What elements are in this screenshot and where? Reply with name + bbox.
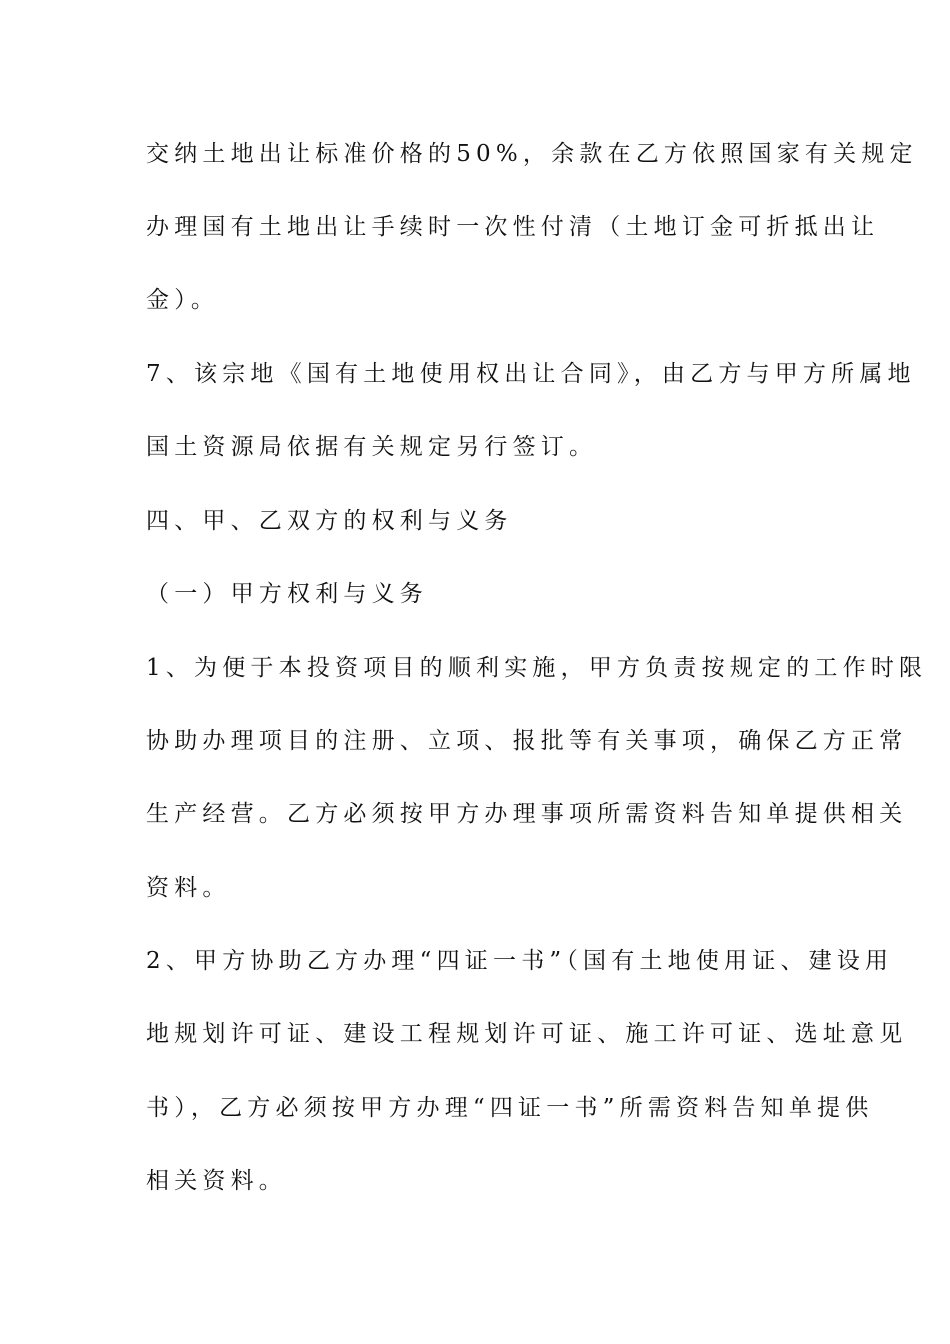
section-heading: 四、甲、乙双方的权利与义务 bbox=[146, 508, 513, 534]
text-line-13: 地规划许可证、建设工程规划许可证、施工许可证、选址意见 bbox=[146, 1021, 908, 1047]
text-line-1: 交纳土地出让标准价格的50%，余款在乙方依照国家有关规定 bbox=[146, 141, 918, 167]
text-line-9: 协助办理项目的注册、立项、报批等有关事项，确保乙方正常 bbox=[146, 728, 908, 754]
text-line-4: 7、该宗地《国有土地使用权出让合同》，由乙方与甲方所属地 bbox=[146, 361, 916, 387]
text-line-3: 金）。 bbox=[146, 287, 220, 313]
text-line-10: 生产经营。乙方必须按甲方办理事项所需资料告知单提供相关 bbox=[146, 801, 908, 827]
subsection-heading: （一）甲方权利与义务 bbox=[146, 581, 428, 607]
text-line-11: 资料。 bbox=[146, 875, 231, 901]
text-line-14: 书），乙方必须按甲方办理“四证一书”所需资料告知单提供 bbox=[146, 1095, 874, 1121]
text-line-12: 2、甲方协助乙方办理“四证一书”（国有土地使用证、建设用 bbox=[146, 948, 894, 974]
text-line-8: 1、为便于本投资项目的顺利实施，甲方负责按规定的工作时限 bbox=[146, 655, 928, 681]
text-line-15: 相关资料。 bbox=[146, 1168, 287, 1194]
text-line-2: 办理国有土地出让手续时一次性付清（土地订金可折抵出让 bbox=[146, 214, 880, 240]
text-line-5: 国土资源局依据有关规定另行签订。 bbox=[146, 434, 598, 460]
